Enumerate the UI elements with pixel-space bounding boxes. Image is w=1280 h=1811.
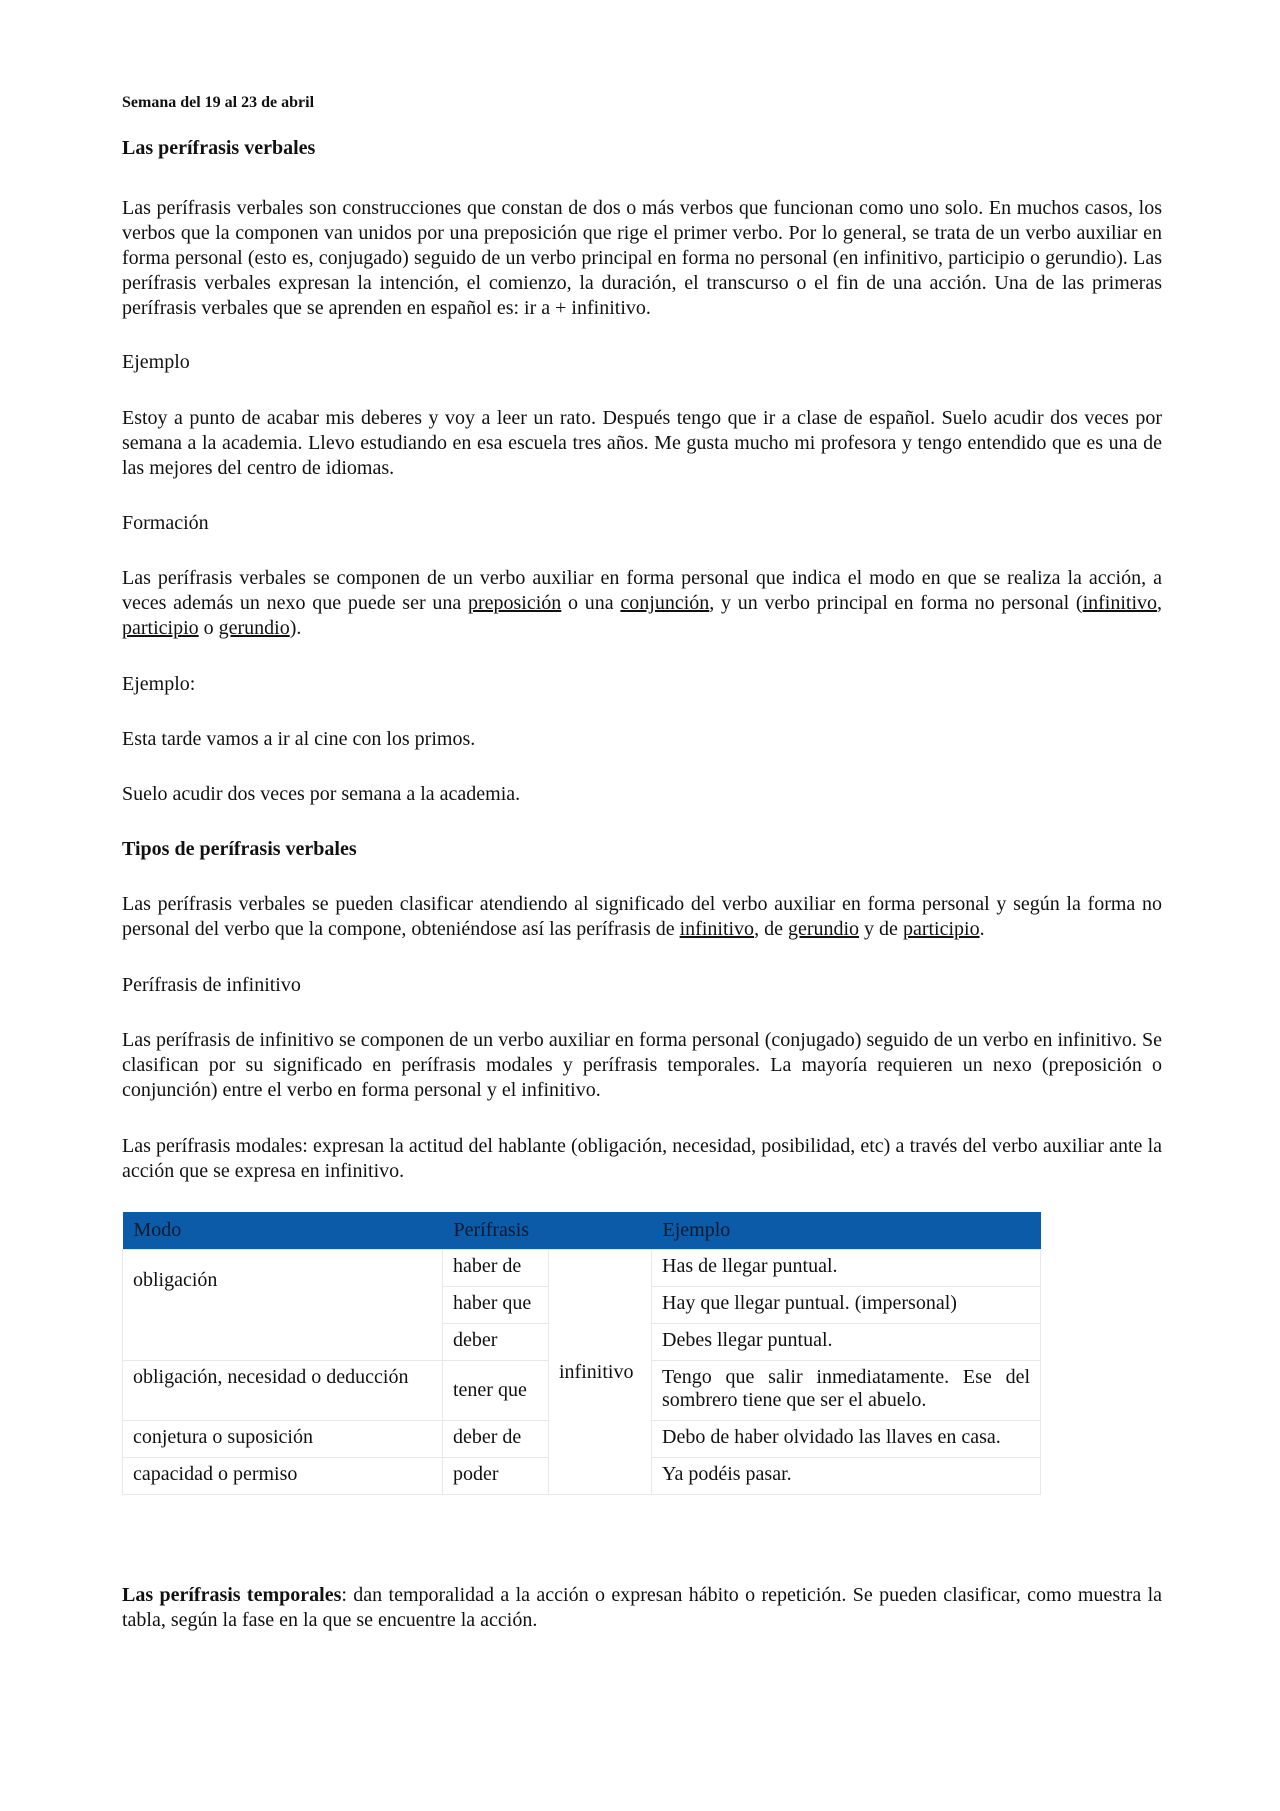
modales-paragraph: Las perífrasis modales: expresan la actitud del hablante (obligación, necesidad, posibilidad, etc) a través del verbo auxiliar ante la acción que se expresa en infinitivo. — [122, 1135, 1162, 1182]
tipos-heading: Tipos de perífrasis verbales — [122, 838, 357, 860]
text-run: y de — [859, 918, 903, 940]
link-preposicion[interactable]: preposición — [467, 592, 562, 614]
intro-paragraph: Las perífrasis verbales son construcciones que constan de dos o más verbos que funcionan como uno solo. En muchos casos, los verbos que la componen van unidos por una preposición que rige el primer verbo. Por lo general, se trata de un verbo auxiliar en forma personal (esto es, conjugado) seguido de un verbo principal en forma no personal (en infinitivo, participio o gerundio). Las perífrasis verbales expresan la intención, el comienzo, la duración, el transcurso o el fin de una acción. Una de las primeras perífrasis verbales que se aprenden en español es: ir a + infinitivo. — [122, 197, 1162, 319]
infinitivo-heading: Perífrasis de infinitivo — [122, 974, 301, 996]
cell-perifrasis: deber — [443, 1324, 549, 1361]
cell-ejemplo: Hay que llegar puntual. (impersonal) — [652, 1287, 1041, 1324]
infinitivo-paragraph: Las perífrasis de infinitivo se componen de un verbo auxiliar en forma personal (conjugado) seguido de un verbo en infinitivo. Se clasifican por su significado en perífrasis modales y perífrasis temporales. La mayoría requieren un nexo (preposición o conjunción) entre el verbo en forma personal y el infinitivo. — [122, 1029, 1162, 1101]
text-run: . — [979, 918, 985, 940]
cell-ejemplo: Has de llegar puntual. — [652, 1250, 1041, 1287]
text-run: , de — [754, 918, 788, 940]
formacion-paragraph — [122, 566, 1162, 641]
link-gerundio[interactable]: gerundio — [787, 918, 860, 940]
header-ejemplo: Ejemplo — [652, 1212, 1041, 1250]
link-infinitivo[interactable]: infinitivo — [1082, 592, 1158, 614]
link-infinitivo[interactable]: infinitivo — [679, 918, 755, 940]
temporales-term: Las perífrasis temporales — [122, 1584, 342, 1606]
text-run: Las perífrasis verbales se componen de un verbo auxiliar en forma personal que indica el modo en que se realiza la acción, a veces además un nexo que puede ser una — [122, 567, 1162, 614]
text-run: ). — [289, 617, 302, 639]
tipos-paragraph — [122, 892, 1162, 942]
ejemplo2-heading: Ejemplo: — [122, 673, 196, 695]
cell-ejemplo: Ya podéis pasar. — [652, 1458, 1041, 1495]
link-conjuncion[interactable]: conjunción — [620, 592, 710, 614]
ejemplo2-line-1: Esta tarde vamos a ir al cine con los primos. — [122, 728, 476, 750]
ejemplo-paragraph: Estoy a punto de acabar mis deberes y voy a leer un rato. Después tengo que ir a clase de español. Suelo acudir dos veces por semana a la academia. Llevo estudiando en esa escuela tres años. Me gusta mucho mi profesora y tengo entendido que es una de las mejores del centro de idiomas. — [122, 407, 1162, 479]
cell-modo: obligación, necesidad o deducción — [123, 1361, 443, 1421]
text-run: o — [198, 617, 219, 639]
cell-modo: obligación — [123, 1250, 443, 1361]
header-perifrasis: Perífrasis — [443, 1212, 652, 1250]
cell-perifrasis: poder — [443, 1458, 549, 1495]
ejemplo2-line-2: Suelo acudir dos veces por semana a la academia. — [122, 783, 521, 805]
text-run: , y un verbo principal en forma no personal ( — [709, 592, 1083, 614]
text-run: : dan temporalidad a la acción o expresan hábito o repetición. Se pueden clasificar, como muestra la tabla, según la fase en la que se encuentre la acción. — [122, 1584, 1162, 1631]
temporales-paragraph — [122, 1583, 1162, 1633]
week-label: Semana del 19 al 23 de abril — [122, 94, 315, 111]
table-row — [123, 1250, 1041, 1287]
header-modo: Modo — [123, 1212, 443, 1250]
page-title: Las perífrasis verbales — [122, 137, 316, 159]
cell-ejemplo: Tengo que salir inmediatamente. Ese del sombrero tiene que ser el abuelo. — [652, 1361, 1041, 1421]
text-run: o una — [561, 592, 621, 614]
table-header-row — [123, 1212, 1041, 1250]
link-participio[interactable]: participio — [902, 918, 980, 940]
cell-modo: capacidad o permiso — [123, 1458, 443, 1495]
cell-ejemplo: Debes llegar puntual. — [652, 1324, 1041, 1361]
modales-table — [122, 1212, 1041, 1495]
cell-perifrasis: haber de — [443, 1250, 549, 1287]
formacion-heading: Formación — [122, 512, 209, 534]
cell-ejemplo: Debo de haber olvidado las llaves en casa. — [652, 1421, 1041, 1458]
ejemplo-heading: Ejemplo — [122, 351, 190, 373]
cell-perifrasis: deber de — [443, 1421, 549, 1458]
cell-perifrasis: haber que — [443, 1287, 549, 1324]
cell-modo: conjetura o suposición — [123, 1421, 443, 1458]
link-gerundio[interactable]: gerundio — [218, 617, 290, 639]
text-run: , — [1157, 592, 1163, 614]
cell-infinitivo: infinitivo — [549, 1250, 652, 1495]
text-run: Las perífrasis verbales se pueden clasificar atendiendo al significado del verbo auxiliar en forma personal y según la forma no personal del verbo que la compone, obteniéndose así las perífrasis de — [122, 893, 1162, 940]
link-participio[interactable]: participio — [122, 617, 199, 639]
cell-perifrasis: tener que — [443, 1361, 549, 1421]
